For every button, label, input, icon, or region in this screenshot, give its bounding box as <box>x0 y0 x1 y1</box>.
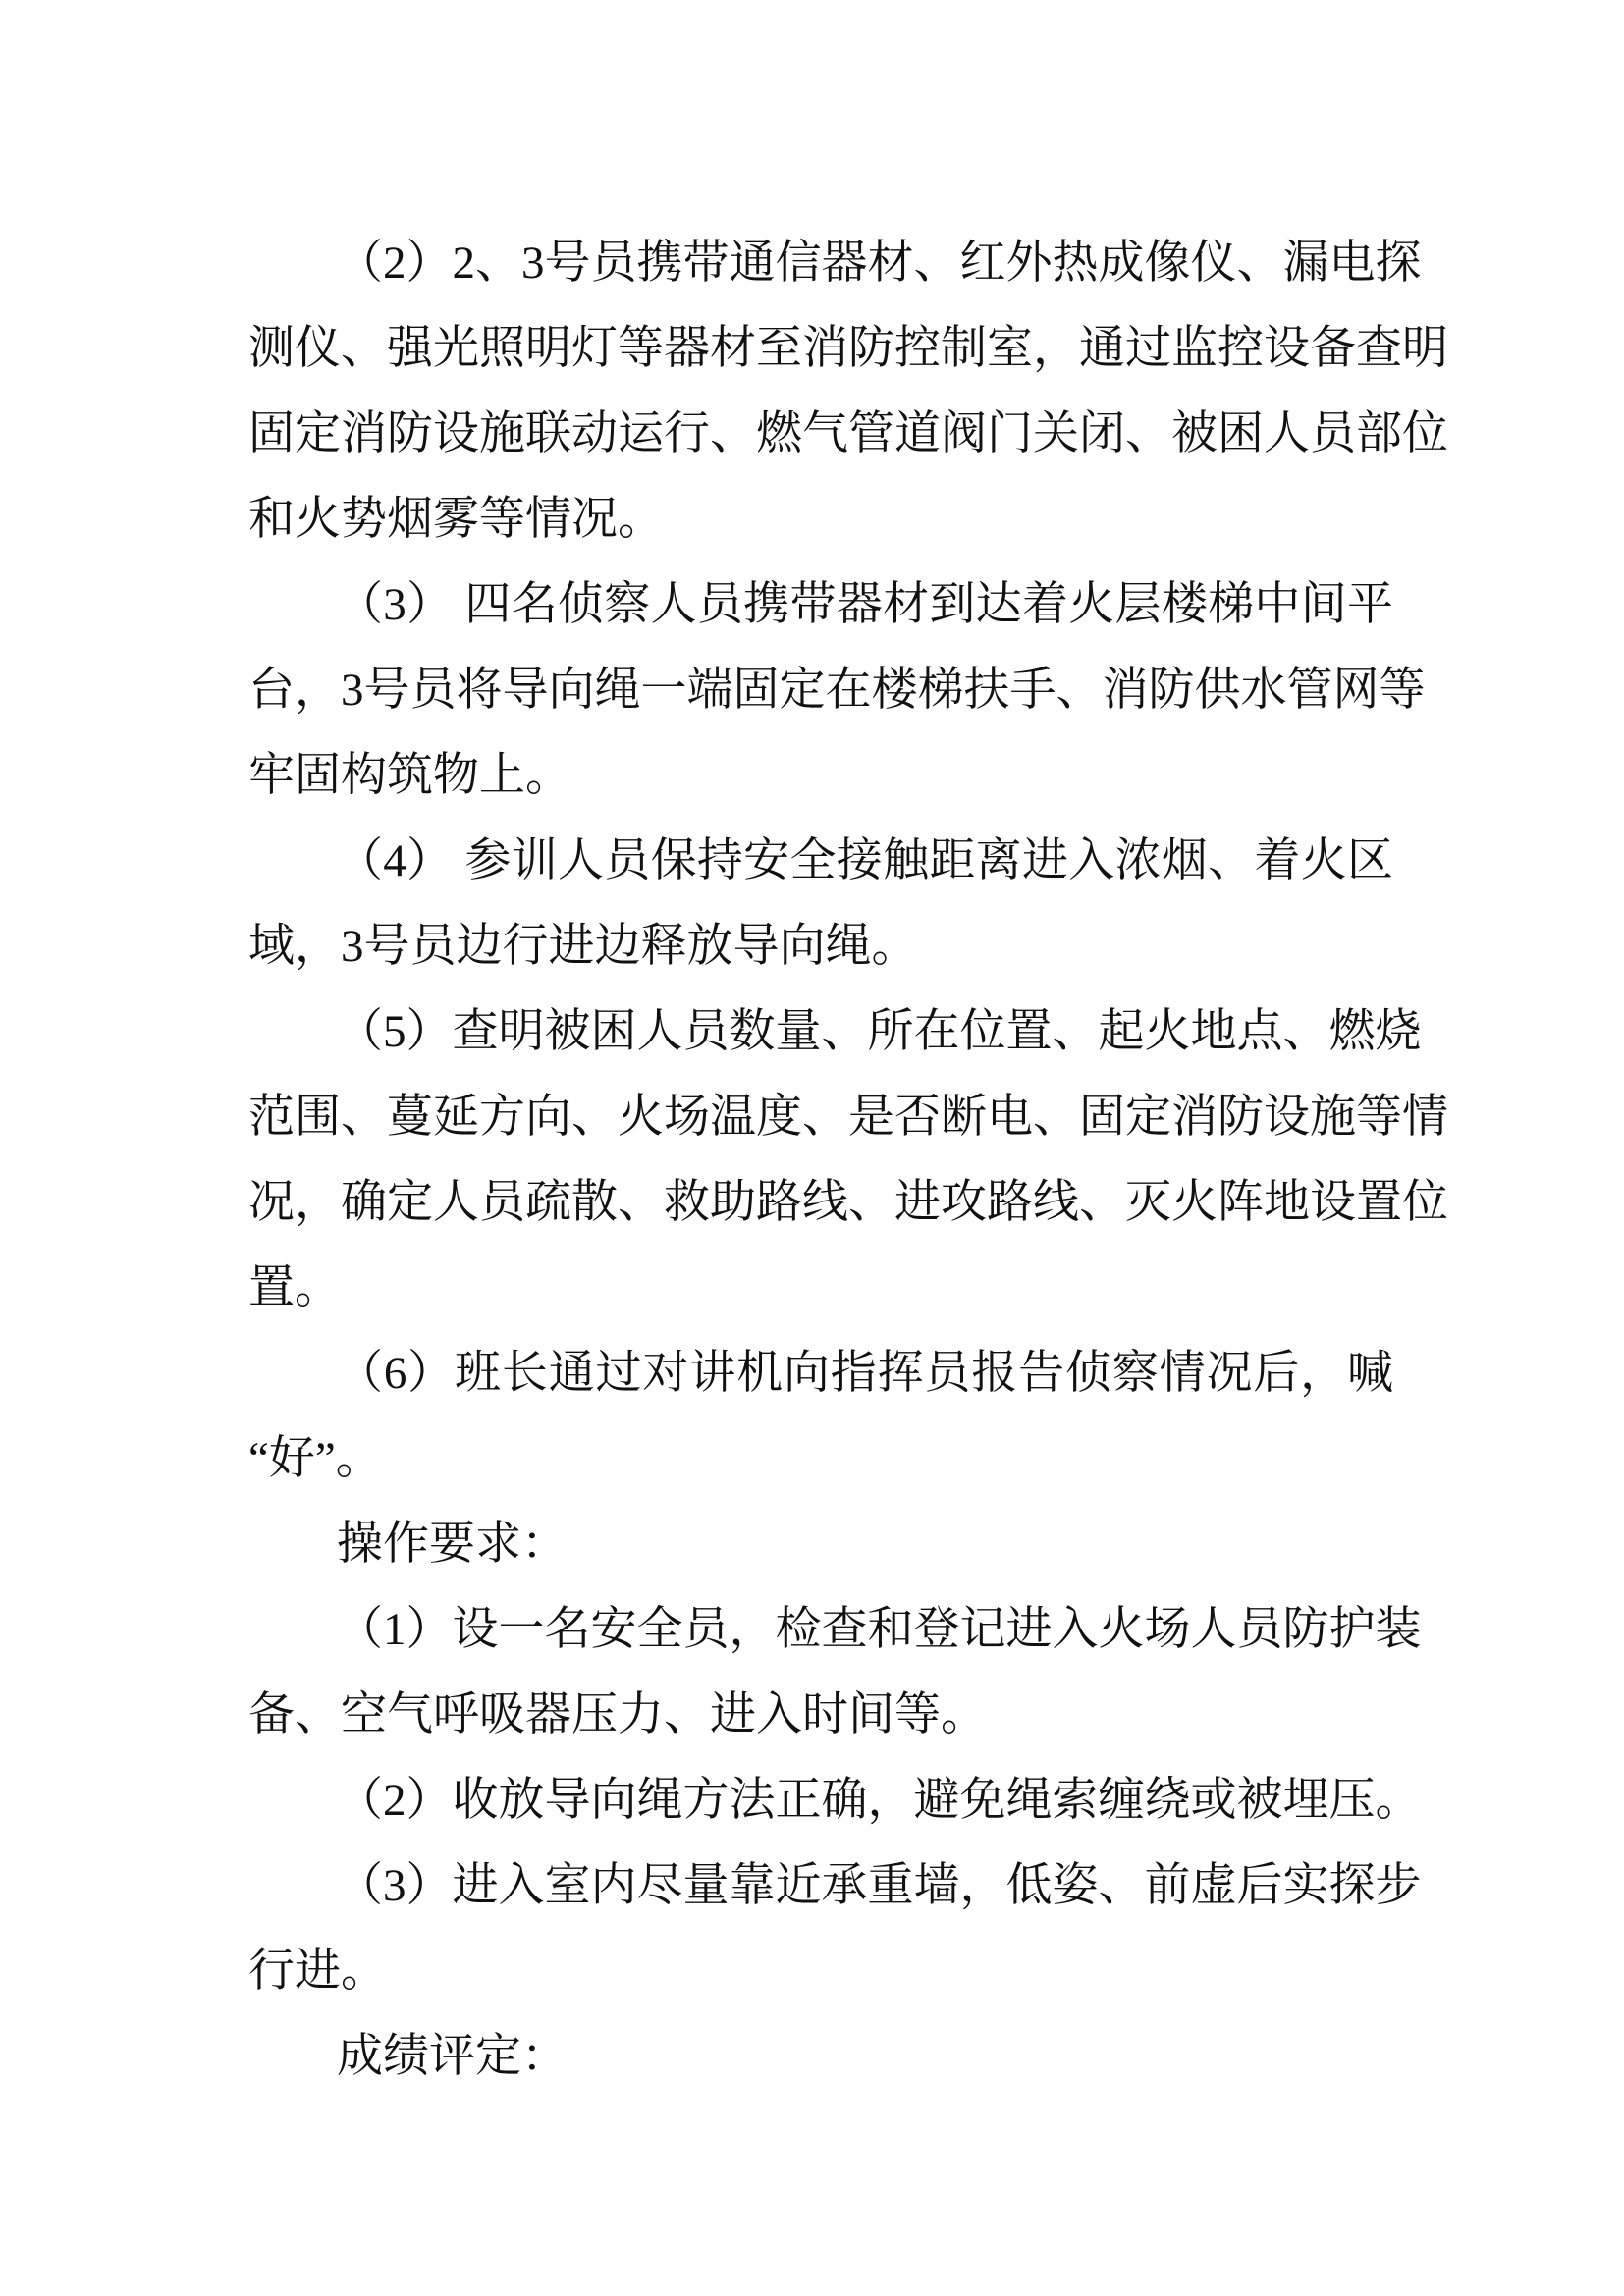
text-line: （5）查明被困人员数量、所在位置、起火地点、燃烧 <box>337 1006 1422 1057</box>
text-line: 测仪、强光照明灯等器材至消防控制室，通过监控设备查明 <box>248 323 1448 374</box>
paragraph <box>248 989 1448 1331</box>
text-line: 和火势烟雾等情况。 <box>248 494 664 545</box>
text-line: （6）班长通过对讲机向指挥员报告侦察情况后，喊 <box>337 1348 1393 1399</box>
paragraph <box>248 1843 1422 2014</box>
text-line: （3） 四名侦察人员携带器材到达着火层楼梯中间平 <box>337 579 1393 630</box>
text-line: 况，确定人员疏散、救助路线、进攻路线、灭火阵地设置位 <box>248 1177 1448 1228</box>
paragraph <box>248 1502 1393 1587</box>
text-line: 固定消防设施联动运行、燃气管道阀门关闭、被困人员部位 <box>248 408 1448 459</box>
text-line: 操作要求： <box>337 1519 568 1570</box>
paragraph <box>248 221 1448 562</box>
text-line: “好”。 <box>248 1433 382 1484</box>
document-body <box>248 221 1448 2100</box>
text-line: （1）设一名安全员，检查和登记进入火场人员防护装 <box>337 1604 1422 1655</box>
text-line: 域，3号员边行进边释放导向绳。 <box>248 921 918 972</box>
text-line: 成绩评定： <box>337 2031 568 2082</box>
paragraph <box>248 1587 1422 1758</box>
text-line: 台，3号员将导向绳一端固定在楼梯扶手、消防供水管网等 <box>248 665 1426 716</box>
paragraph <box>248 819 1393 989</box>
text-line: 行进。 <box>248 1946 387 1997</box>
paragraph <box>248 562 1426 819</box>
text-line: 牢固构筑物上。 <box>248 750 571 801</box>
text-line: （2）收放导向绳方法正确，避免绳索缠绕或被埋压。 <box>337 1775 1422 1826</box>
paragraph <box>248 2014 1393 2100</box>
text-line: （3）进入室内尽量靠近承重墙，低姿、前虚后实探步 <box>337 1860 1422 1911</box>
text-line: （2）2、3号员携带通信器材、红外热成像仪、漏电探 <box>337 238 1422 289</box>
text-line: 置。 <box>248 1262 341 1313</box>
paragraph <box>248 1758 1422 1843</box>
text-line: 范围、蔓延方向、火场温度、是否断电、固定消防设施等情 <box>248 1092 1448 1143</box>
paragraph <box>248 1331 1393 1502</box>
text-line: 备、空气呼吸器压力、进入时间等。 <box>248 1689 987 1740</box>
text-line: （4） 参训人员保持安全接触距离进入浓烟、着火区 <box>337 835 1393 886</box>
